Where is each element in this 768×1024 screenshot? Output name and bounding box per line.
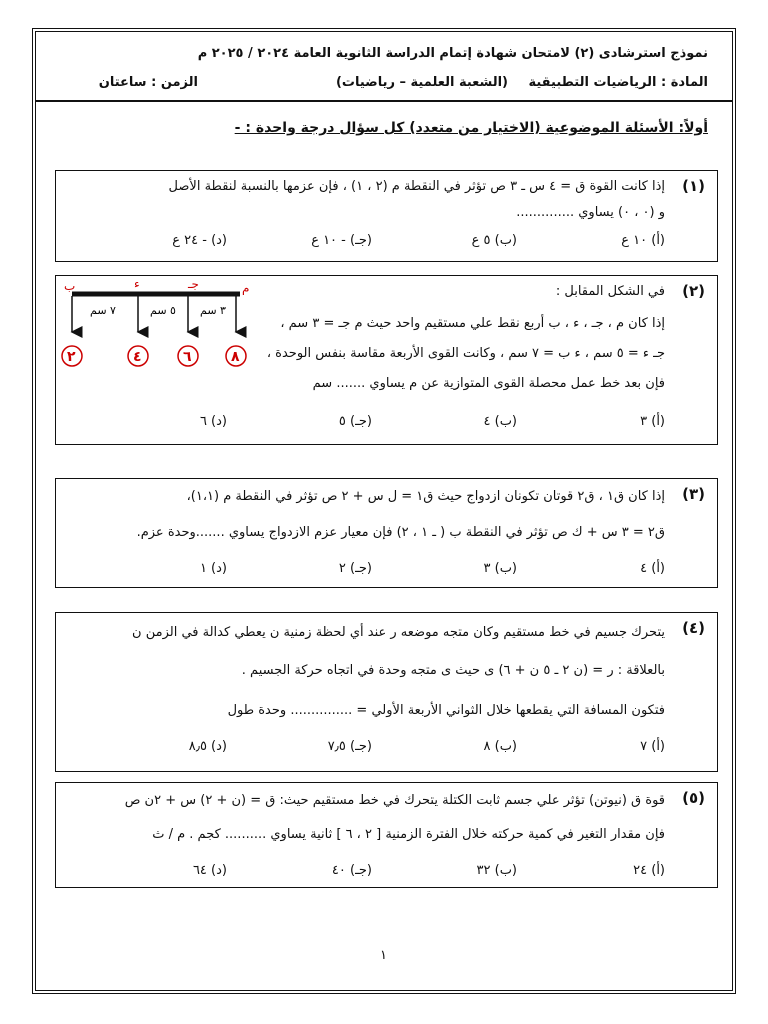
question-line: إذا كانت القوة ق = ٤ س ـ ٣ ص تؤثر في النقطة م (٢ ، ١) ، فإن عزمها بالنسبة لنقطة الأصل — [168, 179, 665, 194]
question-box-3 — [55, 478, 718, 588]
option-a[interactable]: (أ) ٧ — [640, 739, 665, 754]
question-line: جـ ء = ٥ سم ، ء ب = ٧ سم ، وكانت القوى الأربعة مقاسة بنفس الوحدة ، — [266, 346, 665, 361]
option-b[interactable]: (ب) ٨ — [483, 739, 517, 754]
option-b[interactable]: (ب) ٥ ع — [471, 233, 517, 248]
question-line: فإن بعد خط عمل محصلة القوى المتوازية عن م يساوي ....... سم — [312, 376, 665, 391]
page-number: ١ — [380, 948, 387, 963]
option-d[interactable]: (د) ٦٤ — [192, 863, 227, 878]
force-value: ٢ — [67, 349, 76, 365]
point-label: ء — [134, 277, 140, 291]
force-value: ٨ — [231, 349, 240, 365]
option-a[interactable]: (أ) ٣ — [640, 414, 665, 429]
question-line: إذا كان م ، جـ ، ء ، ب أربع نقط علي مستقيم واحد حيث م جـ = ٣ سم ، — [280, 316, 665, 331]
option-c[interactable]: (جـ) - ١٠ ع — [311, 233, 372, 248]
option-d[interactable]: (د) ٦ — [199, 414, 227, 429]
exam-title: نموذج استرشادى (٢) لامتحان شهادة إتمام الدراسة الثانوية العامة ٢٠٢٤ / ٢٠٢٥ م — [197, 46, 708, 61]
question-line: يتحرك جسيم في خط مستقيم وكان متجه موضعه ر عند أي لحظة زمنية ن يعطي كدالة في الزمن ن — [132, 625, 665, 640]
distance-label: ٣ سم — [200, 304, 226, 317]
option-b[interactable]: (ب) ٣٢ — [476, 863, 517, 878]
question-number: (٣) — [682, 485, 705, 503]
option-b[interactable]: (ب) ٣ — [483, 561, 517, 576]
time-label: الزمن : ساعتان — [98, 75, 198, 90]
question-box-1 — [55, 170, 718, 262]
question-line: بالعلاقة : ر = (ن ٢ ـ ٥ ن + ٦) ى حيث ى متجه وحدة في اتجاه حركة الجسيم . — [241, 663, 665, 678]
forces-figure — [56, 276, 316, 376]
question-number: (٥) — [682, 789, 705, 807]
distance-label: ٧ سم — [90, 304, 116, 317]
option-b[interactable]: (ب) ٤ — [483, 414, 517, 429]
question-line: فإن مقدار التغير في كمية حركته خلال الفترة الزمنية [ ٢ ، ٦ ] ثانية يساوي .......... كجم . م / ث — [152, 827, 665, 842]
option-d[interactable]: (د) ١ — [199, 561, 227, 576]
question-box-4 — [55, 612, 718, 772]
question-number: (٤) — [682, 619, 705, 637]
point-label: جـ — [188, 277, 199, 291]
question-line: ق٢ = ٣ س + ك ص تؤثر في النقطة ب ( ـ ١ ، ٢) فإن معيار عزم الازدواج يساوي .......وحدة عزم. — [136, 525, 665, 540]
option-c[interactable]: (جـ) ٧٫٥ — [327, 739, 372, 754]
question-number: (٢) — [682, 282, 705, 300]
point-label: ب — [64, 279, 76, 293]
question-line: و (٠ ، ٠) يساوي .............. — [516, 205, 665, 220]
option-a[interactable]: (أ) ٢٤ — [633, 863, 665, 878]
question-line: في الشكل المقابل : — [555, 284, 665, 299]
option-d[interactable]: (د) - ٢٤ ع — [172, 233, 227, 248]
option-a[interactable]: (أ) ٤ — [640, 561, 665, 576]
question-line: فتكون المسافة التي يقطعها خلال الثواني الأربعة الأولي = ............... وحدة طول — [227, 703, 665, 718]
section-heading: أولاً: الأسئلة الموضوعية (الاختيار من متعدد) كل سؤال درجة واحدة : - — [234, 120, 708, 136]
question-box-5 — [55, 782, 718, 888]
option-d[interactable]: (د) ٨٫٥ — [188, 739, 227, 754]
option-a[interactable]: (أ) ١٠ ع — [621, 233, 665, 248]
force-value: ٤ — [133, 349, 142, 365]
option-c[interactable]: (جـ) ٢ — [338, 561, 372, 576]
option-c[interactable]: (جـ) ٥ — [338, 414, 372, 429]
question-number: (١) — [682, 177, 705, 195]
branch-label: (الشعبة العلمية – رياضيات) — [335, 75, 508, 90]
question-line: قوة ق (نيوتن) تؤثر علي جسم ثابت الكتلة يتحرك في خط مستقيم حيث: ق = (ن + ٢) س + ٢ن ص — [124, 793, 665, 808]
question-box-2 — [55, 275, 718, 445]
point-label: م — [242, 281, 250, 295]
question-line: إذا كان ق١ ، ق٢ قوتان تكونان ازدواج حيث ق١ = ل س + ٢ ص تؤثر في النقطة م (١،١)، — [186, 489, 665, 504]
option-c[interactable]: (جـ) ٤٠ — [331, 863, 372, 878]
distance-label: ٥ سم — [150, 304, 176, 317]
header-divider — [36, 100, 732, 102]
subject-label: المادة : الرياضيات التطبيقية — [528, 75, 708, 90]
force-value: ٦ — [183, 349, 192, 365]
